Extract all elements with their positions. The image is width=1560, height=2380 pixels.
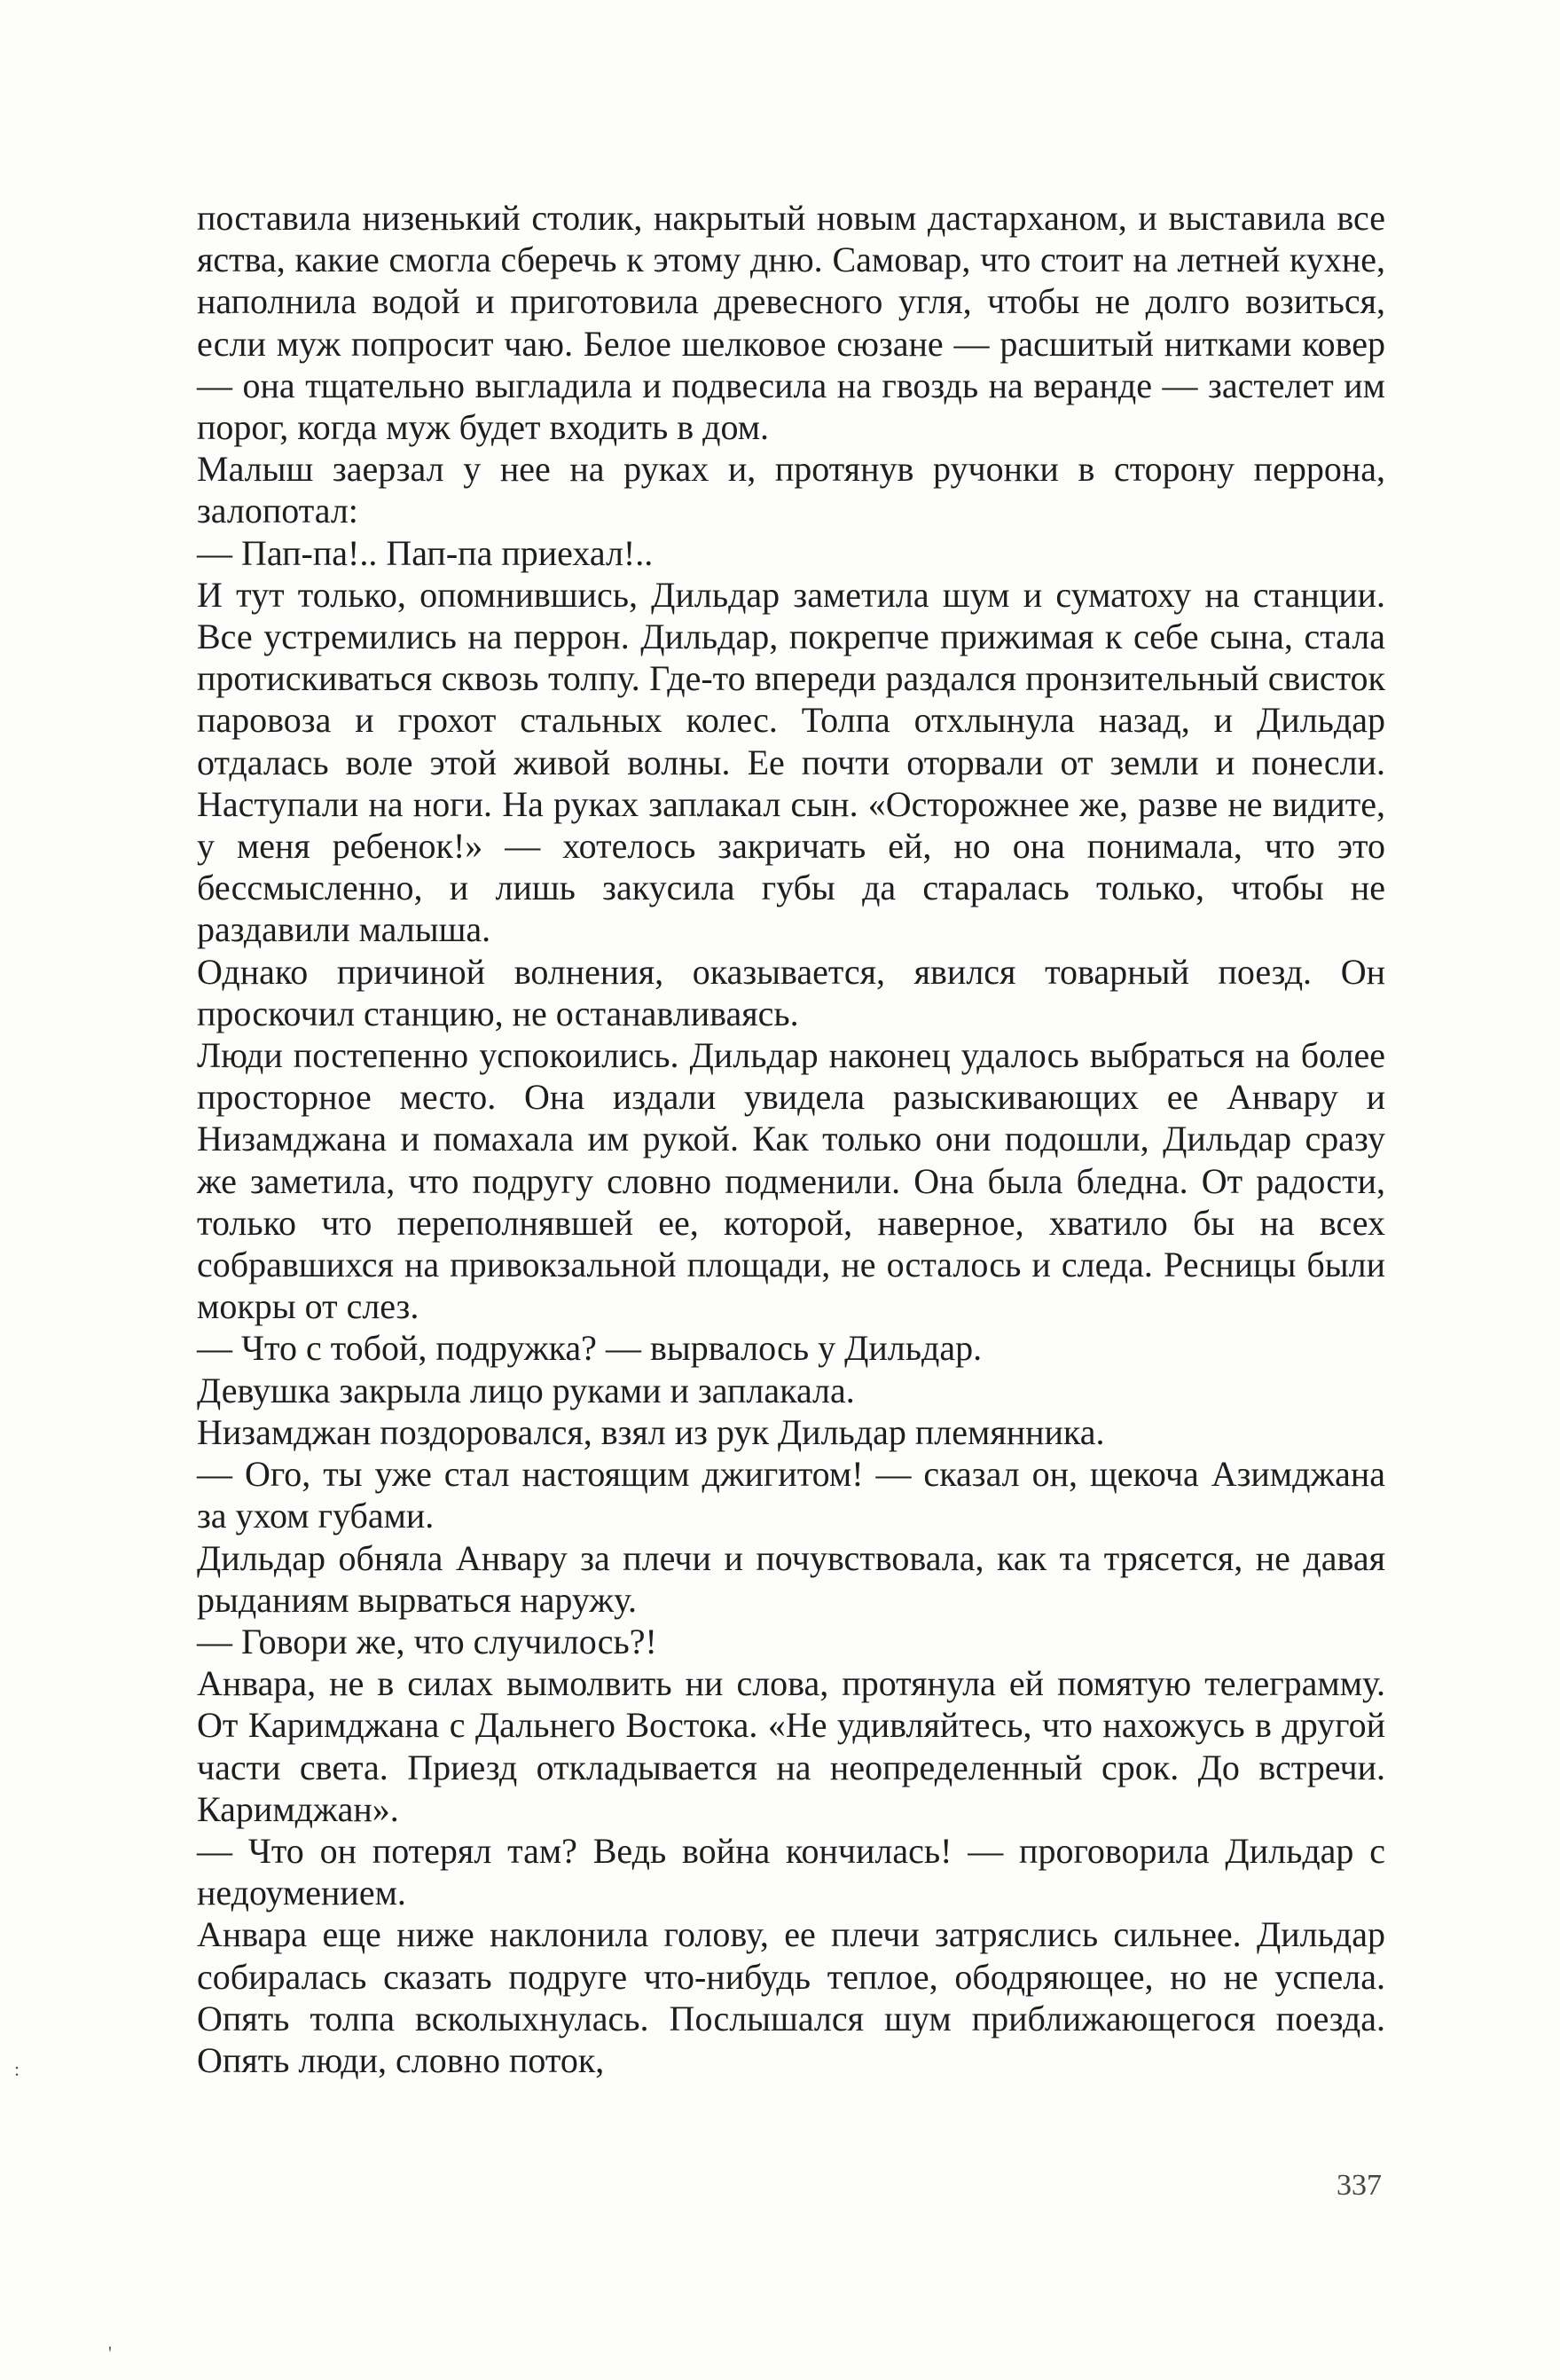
margin-mark: : bbox=[14, 2058, 20, 2080]
paragraph-6: Люди постепенно успокоились. Дильдар наконец удалось выбраться на более просторное место. Она издали увидела разыскивающих ее Анвару и Низамджана и помахала им рукой. Как только они подошли, Дильдар сразу же заметила, что подругу словно подменили. Она была бледна. От радости, только что переполнявшей ее, которой, наверное, хватило бы на всех собравшихся на привокзальной площади, не осталось и следа. Ресницы были мокры от слез. bbox=[197, 1035, 1385, 1327]
paragraph-3: — Пап-па!.. Пап-па приехал!.. bbox=[197, 532, 654, 573]
paragraph-14: — Что он потерял там? Ведь война кончилась! — проговорила Дильдар с недоумением. bbox=[197, 1830, 1385, 1913]
paragraph-1: поставила низенький столик, накрытый новым дастарханом, и выставила все яства, какие смогла сберечь к этому дню. Самовар, что стоит на летней кухне, наполнила водой и приготовила древесного угля, чтобы не долго возиться, если муж попросит чаю. Белое шелковое сюзане — расшитый нитками ковер — она тщательно выгладила и подвесила на гвоздь на веранде — застелет им порог, когда муж будет входить в дом. bbox=[197, 198, 1385, 448]
paragraph-8: Девушка закрыла лицо руками и заплакала. bbox=[197, 1370, 855, 1410]
paragraph-2: Малыш заерзал у нее на руках и, протянув ручонки в сторону перрона, залопотал: bbox=[197, 449, 1385, 531]
margin-mark: ' bbox=[108, 2342, 112, 2364]
paragraph-5: Однако причиной волнения, оказывается, явился товарный поезд. Он проскочил станцию, не останавливаясь. bbox=[197, 951, 1385, 1033]
page-text bbox=[197, 197, 1385, 2081]
paragraph-12: — Говори же, что случилось?! bbox=[197, 1621, 657, 1661]
paragraph-15: Анвара еще ниже наклонила голову, ее плечи затряслись сильнее. Дильдар собиралась сказать подруге что-нибудь теплое, ободряющее, но не успела. Опять толпа всколыхнулась. Послышался шум приближающегося поезда. Опять люди, словно поток, bbox=[197, 1914, 1385, 2080]
paragraph-7: — Что с тобой, подружка? — вырвалось у Дильдар. bbox=[197, 1328, 983, 1369]
paragraph-11: Дильдар обняла Анвару за плечи и почувствовала, как та трясется, не давая рыданиям вырваться наружу. bbox=[197, 1537, 1385, 1620]
paragraph-13: Анвара, не в силах вымолвить ни слова, протянула ей помятую телеграмму. От Каримджана с Дальнего Востока. «Не удивляйтесь, что нахожусь в другой части света. Приезд откладывается на неопределенный срок. До встречи. Каримджан». bbox=[197, 1663, 1385, 1829]
paragraph-9: Низамджан поздоровался, взял из рук Дильдар племянника. bbox=[197, 1411, 1105, 1452]
page-number: 337 bbox=[1337, 2169, 1382, 2202]
paragraph-4: И тут только, опомнившись, Дильдар заметила шум и суматоху на станции. Все устремились на перрон. Дильдар, покрепче прижимая к себе сына, стала протискиваться сквозь толпу. Где-то впереди раздался пронзительный свисток паровоза и грохот стальных колес. Толпа отхлынула назад, и Дильдар отдалась воле этой живой волны. Ее почти оторвали от земли и понесли. Наступали на ноги. На руках заплакал сын. «Осторожнее же, разве не видите, у меня ребенок!» — хотелось закричать ей, но она понимала, что это бессмысленно, и лишь закусила губы да старалась только, чтобы не раздавили малыша. bbox=[197, 574, 1385, 950]
paragraph-10: — Ого, ты уже стал настоящим джигитом! — сказал он, щекоча Азимджана за ухом губами. bbox=[197, 1454, 1385, 1536]
